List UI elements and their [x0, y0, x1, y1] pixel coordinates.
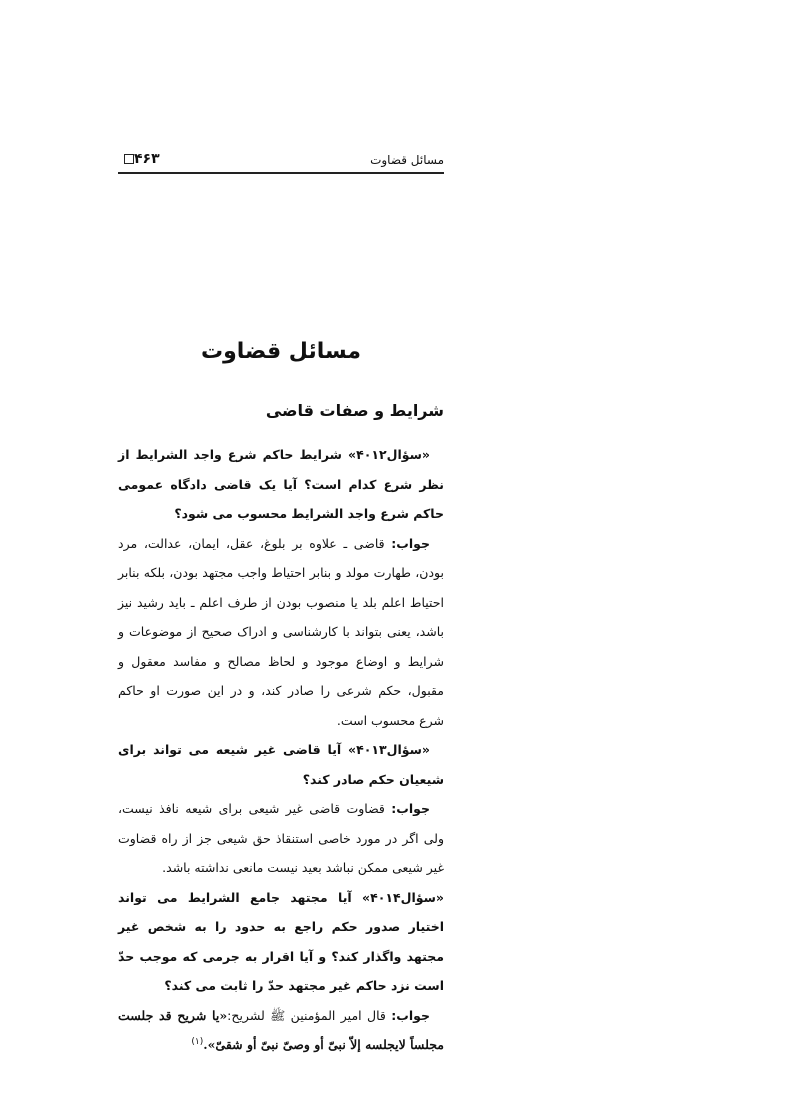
page-number-text: ۴۶۳: [134, 151, 160, 167]
hadith-quote: «یا شریح قد جلست مجلساً لایجلسه إلاّ نبیّ أو وصیّ نبیّ أو شقیّ».: [118, 1007, 444, 1052]
chapter-title: مسائل قضاوت: [201, 339, 361, 364]
body-text: [118, 440, 444, 1060]
answer-4013: [118, 794, 444, 883]
question-4012: «سؤال۴۰۱۲» شرایط حاکم شرع واجد الشرایط از نظر شرع کدام است؟ آیا یک قاضی دادگاه عمومی حاکم شرع واجد الشرایط محسوب می شود؟: [118, 447, 444, 521]
answer-label: جواب:: [391, 1007, 430, 1023]
answer-text: قضاوت قاضی غیر شیعی برای شیعه نافذ نیست، ولی اگر در مورد خاصی استنقاذ حق شیعی جز از راه قضاوت غیر شیعی ممکن نباشد بعید نیست مانعی نداشته باشد.: [118, 801, 444, 875]
answer-label: جواب:: [391, 535, 430, 551]
answer-text: قاضی ـ علاوه بر بلوغ، عقل، ایمان، عدالت، مرد بودن، طهارت مولد و بنابر احتیاط واجب مجتهد بودن، بلکه بنابر احتیاط اعلم بلد یا منصوب بودن از طرف اعلم ـ باید رشید نیز باشد، یعنی بتواند با کارشناسی و ادراک صحیح از موضوعات و شرایط و اوضاع موجود و لحاظ مصالح و مفاسد معقول و مقبول، حکم شرعی را صادر کند، و در این صورت او حاکم شرع محسوب است.: [118, 535, 444, 728]
section-heading: شرایط و صفات قاضی: [265, 401, 444, 420]
page-number: [118, 150, 160, 168]
running-header: [118, 150, 444, 174]
footnote-mark[interactable]: (۱): [191, 1036, 204, 1047]
answer-label: جواب:: [391, 801, 430, 816]
answer-text: قال امیر المؤمنین ﷺ لشریح:: [227, 1007, 386, 1023]
answer-4012: [118, 529, 444, 736]
answer-4014: [118, 1001, 444, 1060]
question-4014: «سؤال۴۰۱۴» آیا مجتهد جامع الشرایط می تواند اختیار صدور حکم راجع به حدود را به شخص غیر مجتهد واگذار کند؟ و آیا اقرار به جرمی که موجب حدّ است نزد حاکم غیر مجتهد حدّ را ثابت می کند؟: [118, 889, 444, 993]
question-4013: «سؤال۴۰۱۳» آیا قاضی غیر شیعه می تواند برای شیعیان حکم صادر کند؟: [118, 742, 444, 787]
running-header-title: مسائل قضاوت: [370, 153, 444, 167]
square-icon: [124, 154, 134, 164]
